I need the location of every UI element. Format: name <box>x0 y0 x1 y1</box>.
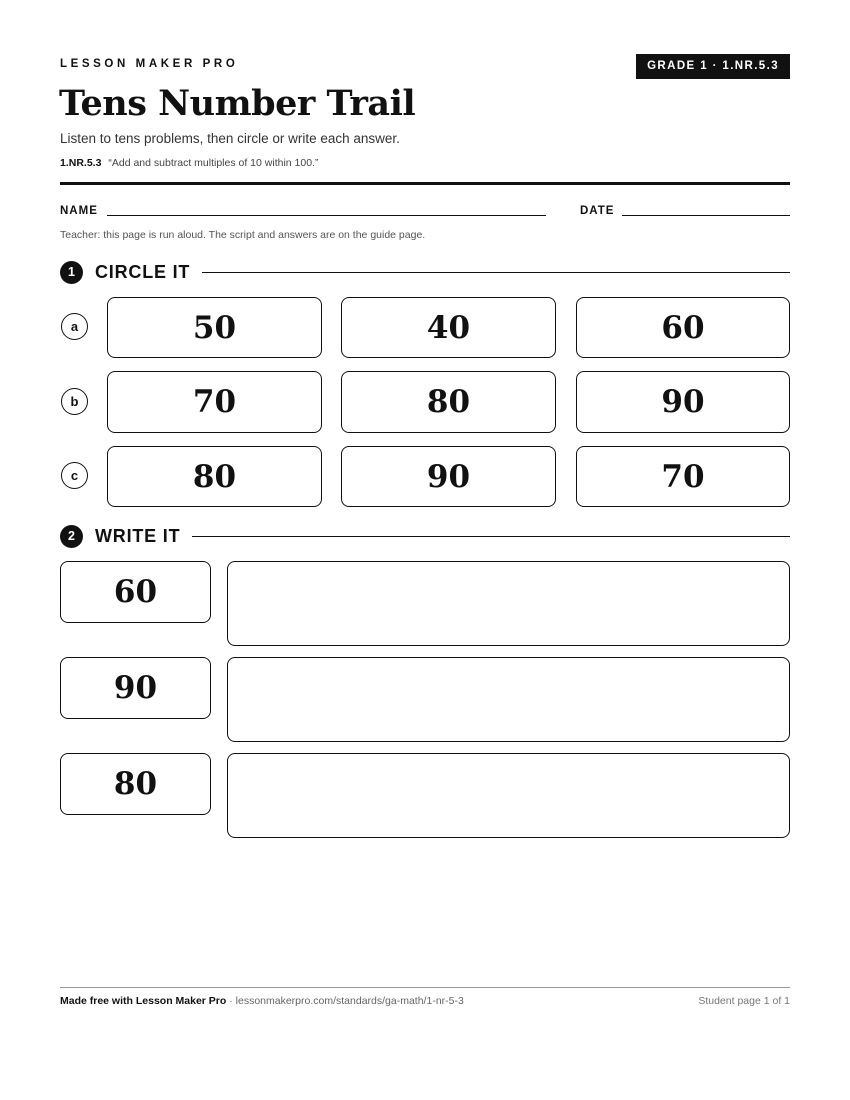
choice-box[interactable]: 80 <box>341 371 556 433</box>
date-field[interactable] <box>622 215 790 216</box>
header-divider <box>60 182 790 185</box>
write-answer-box[interactable] <box>227 561 790 646</box>
section-write-it-header <box>60 523 790 549</box>
write-answer-box[interactable] <box>227 753 790 838</box>
section-divider <box>192 536 790 537</box>
choice-box[interactable]: 70 <box>107 371 322 433</box>
standard-code: 1.NR.5.3 <box>60 157 102 169</box>
write-prompt-number: 60 <box>60 561 211 623</box>
name-field[interactable] <box>107 215 546 216</box>
date-label: DATE <box>580 205 615 217</box>
section-number-badge: 1 <box>60 261 83 284</box>
section-title: WRITE IT <box>95 525 181 546</box>
name-label: NAME <box>60 205 98 217</box>
teacher-note: Teacher: this page is run aloud. The script and answers are on the guide page. <box>60 229 426 241</box>
footer-divider <box>60 987 790 988</box>
grade-badge: GRADE 1 · 1.NR.5.3 <box>636 54 790 79</box>
choice-box[interactable]: 40 <box>341 297 556 358</box>
standard-line <box>60 157 318 169</box>
choice-box[interactable]: 90 <box>576 371 790 433</box>
write-answer-box[interactable] <box>227 657 790 742</box>
footer-page-info: Student page 1 of 1 <box>698 995 790 1007</box>
choice-box[interactable]: 50 <box>107 297 322 358</box>
footer-made-with: Made free with Lesson Maker Pro <box>60 995 227 1007</box>
choice-box[interactable]: 70 <box>576 446 790 507</box>
brand-name: LESSON MAKER PRO <box>60 58 239 70</box>
footer-url[interactable]: · lessonmakerpro.com/standards/ga-math/1-nr-5-3 <box>226 995 464 1007</box>
standard-text: “Add and subtract multiples of 10 within 100.” <box>108 157 319 169</box>
write-prompt-number: 80 <box>60 753 211 815</box>
section-number-badge: 2 <box>60 525 83 548</box>
row-letter-b: b <box>61 388 88 415</box>
choice-box[interactable]: 80 <box>107 446 322 507</box>
footer-credit <box>60 995 464 1007</box>
row-letter-c: c <box>61 462 88 489</box>
section-circle-it-header <box>60 259 790 285</box>
page-title: Tens Number Trail <box>59 83 416 124</box>
write-prompt-number: 90 <box>60 657 211 719</box>
choice-box[interactable]: 90 <box>341 446 556 507</box>
section-divider <box>202 272 790 273</box>
row-letter-a: a <box>61 313 88 340</box>
page-subtitle: Listen to tens problems, then circle or write each answer. <box>60 131 400 146</box>
section-title: CIRCLE IT <box>95 261 191 282</box>
choice-box[interactable]: 60 <box>576 297 790 358</box>
